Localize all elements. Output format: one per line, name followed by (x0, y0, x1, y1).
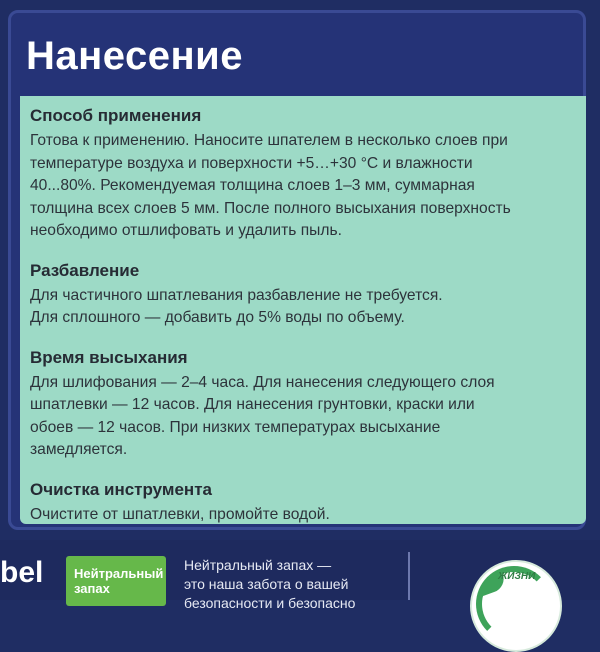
section-tool-cleaning (30, 480, 572, 527)
body-line: Для частичного шпатлевания разбавление не требуется. (30, 286, 443, 304)
page-title: Нанесение (26, 34, 243, 78)
footer-divider (408, 552, 410, 600)
section-heading: Разбавление (30, 260, 140, 280)
instructions-panel (20, 96, 586, 524)
body-line: Для шлифования — 2–4 часа. Для нанесения следующего слоя (30, 373, 495, 391)
section-heading: Способ применения (30, 106, 202, 125)
section-body (30, 285, 572, 330)
eco-leaf-icon (470, 560, 562, 652)
body-line: необходимо отшлифовать и удалить пыль. (30, 222, 342, 239)
description-line: безопасности и безопасно (184, 595, 356, 611)
section-body (30, 130, 572, 243)
body-line: Очистите от шпатлевки, промойте водой. (30, 505, 330, 523)
section-drying-time (30, 348, 572, 462)
neutral-odor-badge (66, 556, 166, 606)
section-body (30, 504, 572, 527)
brand-logo-fragment: bel (0, 556, 44, 589)
section-heading: Время высыхания (30, 347, 188, 367)
badge-label: запах (74, 581, 110, 596)
neutral-odor-description (184, 556, 355, 613)
description-line: это наша забота о вашей (184, 576, 349, 592)
section-heading: Очистка инструмента (30, 479, 212, 499)
eco-logo-text: ЖИЗНИ (498, 571, 536, 582)
section-body (30, 372, 572, 462)
description-line: Нейтральный запах — (184, 557, 332, 573)
body-line: шпатлевки — 12 часов. Для нанесения грунтовки, краски или (30, 396, 475, 413)
body-line: толщина всех слоев 5 мм. После полного высыхания поверхность (30, 199, 511, 217)
section-dilution (30, 261, 572, 330)
badge-label: Нейтральный (74, 566, 164, 581)
body-line: замедляется. (30, 441, 128, 458)
body-line: Готова к применению. Наносите шпателем в несколько слоев при (30, 132, 508, 149)
section-application-method (30, 106, 572, 243)
body-line: 40...80%. Рекомендуемая толщина слоев 1–3 мм, суммарная (30, 177, 475, 194)
body-line: Для сплошного — добавить до 5% воды по объему. (30, 309, 405, 326)
body-line: обоев — 12 часов. При низких температурах высыхание (30, 418, 441, 436)
body-line: температуре воздуха и поверхности +5…+30 °С и влажности (30, 154, 473, 172)
